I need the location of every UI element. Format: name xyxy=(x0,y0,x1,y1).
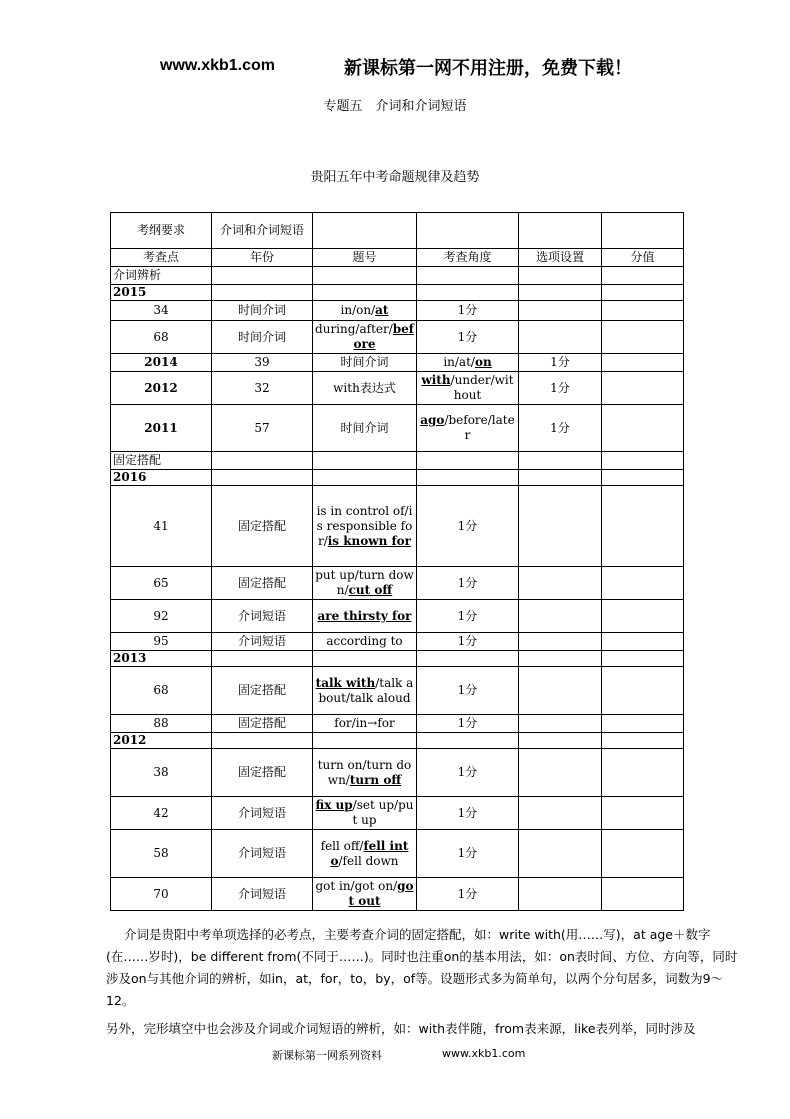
req-label: 考纲要求 xyxy=(111,213,212,249)
options xyxy=(313,567,417,600)
header-cell: 题号 xyxy=(313,249,417,267)
table-row xyxy=(111,830,684,878)
question-number: 88 xyxy=(111,715,212,733)
option-plain: /fell down xyxy=(338,853,399,868)
category: 时间介词 xyxy=(212,321,313,354)
question-number: 95 xyxy=(111,633,212,651)
table-row xyxy=(111,372,684,405)
table-row xyxy=(111,667,684,715)
category: 介词短语 xyxy=(212,830,313,878)
category: 介词短语 xyxy=(212,633,313,651)
year-row xyxy=(111,285,684,301)
table-row xyxy=(111,405,684,452)
year-label: 2014 xyxy=(111,354,212,372)
category: 时间介词 xyxy=(212,301,313,321)
options xyxy=(313,667,417,715)
option-answer: with xyxy=(421,373,451,387)
table-row xyxy=(111,633,684,651)
options xyxy=(313,486,417,567)
question-number: 38 xyxy=(111,749,212,797)
options xyxy=(313,633,417,651)
score: 1分 xyxy=(417,749,519,797)
options xyxy=(313,321,417,354)
category: 固定搭配 xyxy=(212,486,313,567)
option-answer: at xyxy=(375,303,389,317)
option-plain: /before/later xyxy=(444,413,515,442)
score: 1分 xyxy=(417,486,519,567)
paragraph-2: 另外，完形填空中也会涉及介词或介词短语的辨析，如：with表伴随，from表来源，like表列举，同时涉及 xyxy=(106,1021,696,1036)
year-row xyxy=(111,470,684,486)
options xyxy=(417,354,519,372)
option-plain: turn on/turn down/ xyxy=(317,757,412,787)
section-row xyxy=(111,452,684,470)
year-row xyxy=(111,651,684,667)
option-plain: got in/got on/ xyxy=(315,879,398,893)
category: 固定搭配 xyxy=(212,749,313,797)
option-plain: in/at/ xyxy=(443,355,475,369)
option-answer: on xyxy=(474,355,492,369)
table-row xyxy=(111,715,684,733)
paragraph-1: 介词是贵阳中考单项选择的必考点，主要考查介词的固定搭配，如：write with(用……写)，at age＋数字(在……岁时)，be different from(不同于……)。同时也注重on的基本用法，如：on表时间、方位、方向等，同时涉及on与其他介词的辨析，如in，at，for，to，by，of等。设题形式多为简单句，以两个分句居多，词数为9～12。 xyxy=(106,927,738,1008)
option-answer: cut off xyxy=(348,583,393,597)
year-label: 2013 xyxy=(111,651,212,667)
table-row xyxy=(111,797,684,830)
footer-left: 新课标第一网系列资料 xyxy=(272,1049,382,1062)
question-number: 65 xyxy=(111,567,212,600)
options xyxy=(313,830,417,878)
score: 1分 xyxy=(519,405,602,452)
year-label: 2011 xyxy=(111,405,212,452)
score: 1分 xyxy=(417,830,519,878)
question-number: 57 xyxy=(212,405,313,452)
score: 1分 xyxy=(417,667,519,715)
header-row xyxy=(111,249,684,267)
table-row xyxy=(111,321,684,354)
category: 时间介词 xyxy=(313,405,417,452)
section-label: 介词辨析 xyxy=(111,267,212,285)
score: 1分 xyxy=(519,372,602,405)
category: with表达式 xyxy=(313,372,417,405)
header-site: www.xkb1.com xyxy=(160,57,275,74)
category: 固定搭配 xyxy=(212,667,313,715)
question-number: 70 xyxy=(111,878,212,911)
section-row xyxy=(111,267,684,285)
question-number: 41 xyxy=(111,486,212,567)
topic-title: 专题五 介词和介词短语 xyxy=(323,99,467,114)
options xyxy=(313,749,417,797)
option-plain: /under/without xyxy=(450,373,514,402)
year-row xyxy=(111,733,684,749)
score: 1分 xyxy=(417,715,519,733)
option-plain: in/on/ xyxy=(340,303,376,317)
option-plain: put up/turn down/ xyxy=(315,568,414,597)
score: 1分 xyxy=(417,321,519,354)
options xyxy=(313,600,417,633)
question-number: 34 xyxy=(111,301,212,321)
question-number: 32 xyxy=(212,372,313,405)
option-answer: turn off xyxy=(349,772,402,787)
option-answer: are thirsty for xyxy=(317,608,412,623)
score: 1分 xyxy=(417,567,519,600)
category: 固定搭配 xyxy=(212,567,313,600)
year-label: 2015 xyxy=(111,285,212,301)
score: 1分 xyxy=(417,301,519,321)
score: 1分 xyxy=(417,633,519,651)
option-answer: ago xyxy=(420,413,445,427)
option-plain: according to xyxy=(326,634,403,648)
category: 固定搭配 xyxy=(212,715,313,733)
option-answer: is known for xyxy=(327,533,412,548)
option-answer: got out xyxy=(348,879,414,908)
header-cell: 考查点 xyxy=(111,249,212,267)
table-title: 贵阳五年中考命题规律及趋势 xyxy=(310,170,480,185)
req-value: 介词和介词短语 xyxy=(212,213,313,249)
category: 介词短语 xyxy=(212,797,313,830)
year-label: 2016 xyxy=(111,470,212,486)
table-row xyxy=(111,486,684,567)
footer-right: www.xkb1.com xyxy=(442,1047,526,1060)
table-row xyxy=(111,567,684,600)
option-answer: fell into xyxy=(330,838,409,868)
header-cell: 年份 xyxy=(212,249,313,267)
table-row xyxy=(111,749,684,797)
category: 时间介词 xyxy=(313,354,417,372)
table-row xyxy=(111,213,684,249)
options xyxy=(313,797,417,830)
option-answer: talk with xyxy=(315,675,376,690)
table-row xyxy=(111,354,684,372)
option-plain: /talk about/talk aloud xyxy=(318,675,414,705)
header-cell: 考查角度 xyxy=(417,249,519,267)
table-row xyxy=(111,600,684,633)
score: 1分 xyxy=(417,878,519,911)
option-plain: is in control of/is responsible for/ xyxy=(316,503,413,548)
question-number: 68 xyxy=(111,667,212,715)
options xyxy=(417,372,519,405)
options xyxy=(417,405,519,452)
exam-table xyxy=(110,212,684,911)
options xyxy=(313,301,417,321)
question-number: 39 xyxy=(212,354,313,372)
option-plain: /set up/put up xyxy=(352,798,414,827)
question-number: 68 xyxy=(111,321,212,354)
header-cell: 分值 xyxy=(602,249,684,267)
question-number: 92 xyxy=(111,600,212,633)
question-number: 58 xyxy=(111,830,212,878)
section-label: 固定搭配 xyxy=(111,452,212,470)
table-row xyxy=(111,301,684,321)
question-number: 42 xyxy=(111,797,212,830)
option-plain: during/after/ xyxy=(315,322,393,336)
year-label: 2012 xyxy=(111,733,212,749)
score: 1分 xyxy=(519,354,602,372)
score: 1分 xyxy=(417,797,519,830)
option-answer: fix up xyxy=(315,798,353,812)
header-cell: 选项设置 xyxy=(519,249,602,267)
options xyxy=(313,878,417,911)
header-slogan: 新课标第一网不用注册，免费下载！ xyxy=(344,58,632,79)
table-row xyxy=(111,878,684,911)
option-plain: fell off/ xyxy=(320,838,364,853)
category: 介词短语 xyxy=(212,600,313,633)
score: 1分 xyxy=(417,600,519,633)
option-answer: before xyxy=(353,322,414,351)
options xyxy=(313,715,417,733)
category: 介词短语 xyxy=(212,878,313,911)
year-label: 2012 xyxy=(111,372,212,405)
option-plain: for/in→for xyxy=(334,716,395,730)
